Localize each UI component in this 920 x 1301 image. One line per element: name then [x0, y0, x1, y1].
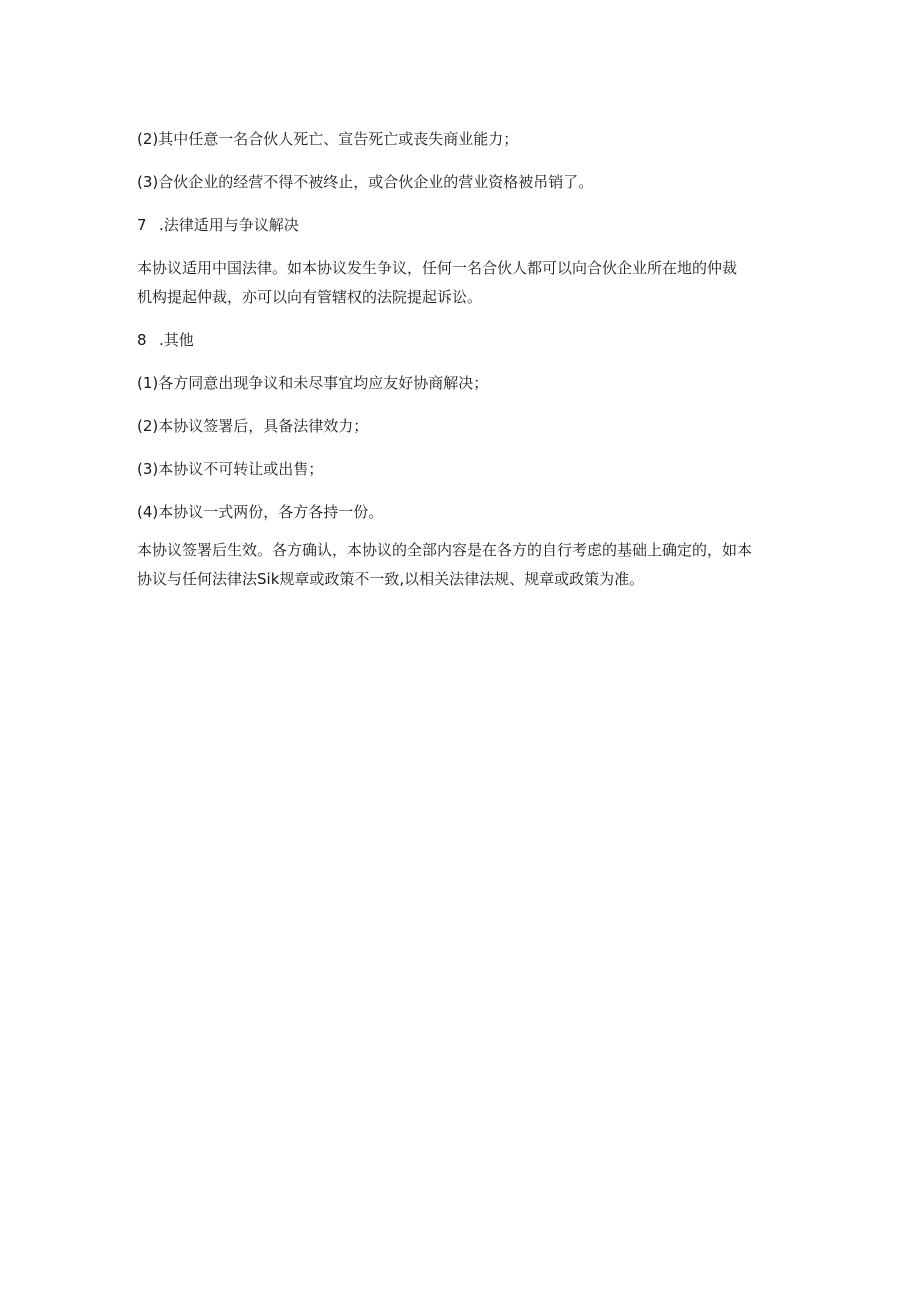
other-clause-3: (3)本协议不可转让或出售； — [137, 460, 324, 478]
paragraph-line: 协议与任何法律法Sik规章或政策不一致,以相关法律法规、规章或政策为准。 — [137, 570, 645, 588]
section-heading-7 — [137, 214, 787, 236]
section-heading-8 — [137, 329, 787, 351]
paragraph-line: 本协议适用中国法律。如本协议发生争议，任何一名合伙人都可以向合伙企业所在地的仲裁 — [137, 259, 738, 277]
other-clause-1: (1)各方同意出现争议和未尽事宜均应友好协商解决； — [137, 374, 489, 392]
paragraph-line: 机构提起仲裁，亦可以向有管辖权的法院提起诉讼。 — [137, 288, 483, 306]
effectiveness-paragraph — [137, 539, 787, 590]
governing-law-paragraph — [137, 257, 787, 308]
clause-3-termination: (3)合伙企业的经营不得不被终止，或合伙企业的营业资格被吊销了。 — [137, 173, 594, 191]
section-number: 8 — [137, 331, 147, 349]
other-clause-2: (2)本协议签署后，具备法律效力； — [137, 417, 369, 435]
clause-2-death-incapacity: (2)其中任意一名合伙人死亡、宣告死亡或丧失商业能力； — [137, 130, 519, 148]
other-clause-4: (4)本协议一式两份，各方各持一份。 — [137, 503, 384, 521]
paragraph-line: 本协议签署后生效。各方确认，本协议的全部内容是在各方的自行考虑的基础上确定的，如本 — [137, 541, 753, 559]
section-number: 7 — [137, 216, 147, 234]
document-body — [137, 128, 787, 590]
section-title: .法律适用与争议解决 — [159, 216, 299, 234]
section-title: .其他 — [159, 331, 194, 349]
